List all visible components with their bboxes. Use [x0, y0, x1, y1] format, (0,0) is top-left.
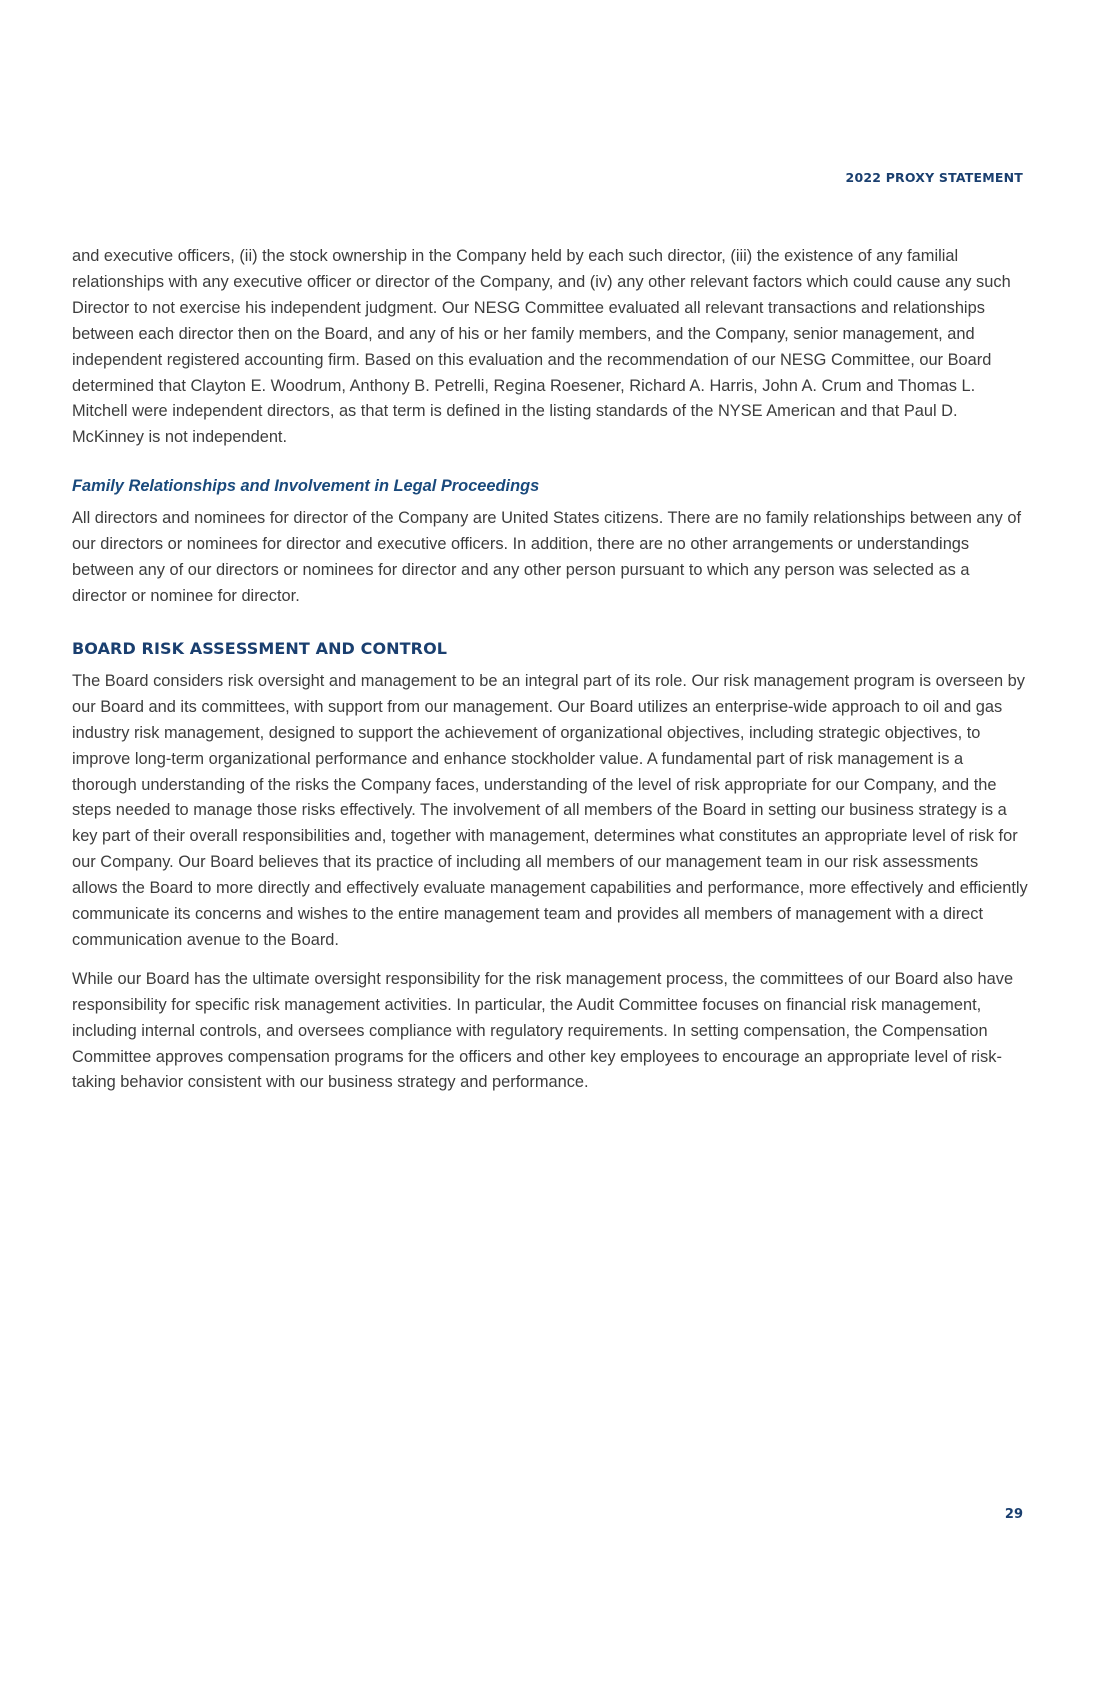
risk-paragraph-2: While our Board has the ultimate oversight responsibility for the risk management process, the committees of our Board also have responsibility for specific risk management activities. In particular, the Audit Committee focuses on financial risk management, including internal controls, and oversees compliance with regulatory requirements. In setting compensation, the Compensation Committee approves compensation programs for the officers and other key employees to encourage an appropriate level of risk-taking behavior consistent with our business strategy and performance. [72, 969, 1014, 1092]
family-relationships-paragraph: All directors and nominees for director of the Company are United States citizens. There are no family relationships between any of our directors or nominees for director and executive officers. In addition, there are no other arrangements or understandings between any of our directors or nominees for director and any other person pursuant to which any person was selected as a director or nominee for director. [72, 509, 1022, 605]
risk-paragraph-1: The Board considers risk oversight and management to be an integral part of its role. Our risk management program is overseen by our Board and its committees, with support from our management. Our Board utilizes an enterprise-wide approach to oil and gas industry risk management, designed to support the achievement of organizational objectives, including strategic objectives, to improve long-term organizational performance and enhance stockholder value. A fundamental part of risk management is a thorough understanding of the risks the Company faces, understanding of the level of risk appropriate for our Company, and the steps needed to manage those risks effectively. The involvement of all members of the Board in setting our business strategy is a key part of their overall responsibilities and, together with management, determines what constitutes an appropriate level of risk for our Company. Our Board believes that its practice of including all members of our management team in our risk assessments allows the Board to more directly and effectively evaluate management capabilities and performance, more effectively and efficiently communicate its concerns and wishes to the entire management team and provides all members of management with a direct communication avenue to the Board. [72, 671, 1028, 949]
document-body [72, 244, 1028, 1096]
intro-paragraph: and executive officers, (ii) the stock ownership in the Company held by each such director, (iii) the existence of any familial relationships with any executive officer or director of the Company, and (iv) any other relevant factors which could cause any such Director to not exercise his independent judgment. Our NESG Committee evaluated all relevant transactions and relationships between each director then on the Board, and any of his or her family members, and the Company, senior management, and independent registered accounting firm. Based on this evaluation and the recommendation of our NESG Committee, our Board determined that Clayton E. Woodrum, Anthony B. Petrelli, Regina Roesener, Richard A. Harris, John A. Crum and Thomas L. Mitchell were independent directors, as that term is defined in the listing standards of the NYSE American and that Paul D. McKinney is not independent. [72, 247, 1011, 447]
page-header-title: 2022 PROXY STATEMENT [845, 170, 1023, 185]
page-number: 29 [1004, 1507, 1023, 1522]
risk-assessment-heading: BOARD RISK ASSESSMENT AND CONTROL [72, 638, 448, 658]
family-relationships-heading: Family Relationships and Involvement in Legal Proceedings [72, 477, 540, 496]
